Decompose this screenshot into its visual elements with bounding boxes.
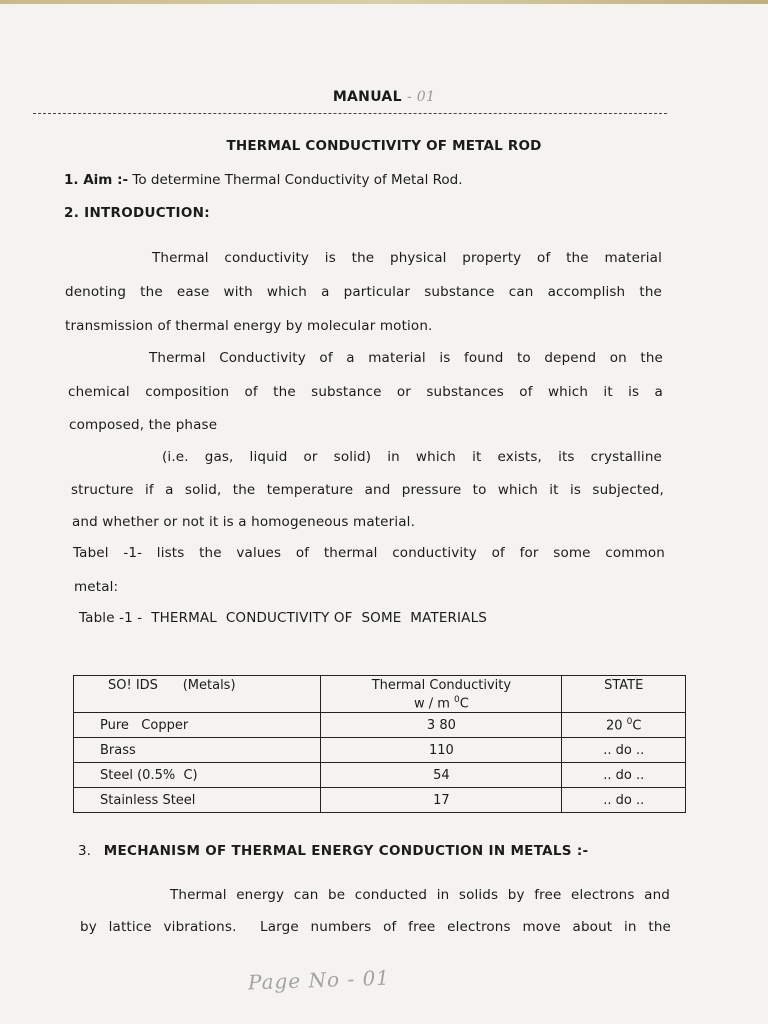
intro-line-11: metal: [74, 579, 119, 595]
cell-conductivity: 110 [321, 738, 562, 763]
table-row [74, 738, 686, 763]
intro-line-2: denoting the ease with which a particular substance can accomplish the [65, 284, 662, 300]
aim-label: 1. Aim :- [64, 172, 129, 188]
intro-line-1: Thermal conductivity is the physical property of the material [152, 250, 662, 266]
aim-text: To determine Thermal Conductivity of Metal Rod. [132, 172, 463, 188]
section-3-line-2: by lattice vibrations. Large numbers of free electrons move about in the [80, 919, 671, 935]
table-header-row [74, 676, 686, 713]
manual-header [0, 89, 768, 105]
cell-material: Stainless Steel [74, 788, 321, 813]
handwritten-page-number: Page No - 01 [247, 965, 391, 995]
manual-handwritten-number: - 01 [406, 89, 436, 105]
section-3-number: 3. [78, 843, 91, 859]
header-solids: SO! IDS (Metals) [74, 676, 321, 713]
manual-title: MANUAL [332, 89, 402, 105]
intro-line-7: (i.e. gas, liquid or solid) in which it exists, its crystalline [162, 449, 662, 465]
header-thermal-conductivity: Thermal Conductivity w / m $^0$C [321, 676, 562, 713]
cell-conductivity: 3 80 [321, 713, 562, 738]
cell-state: .. do .. [562, 763, 686, 788]
cell-state: 20 $^0$C [562, 713, 686, 738]
thermal-conductivity-table [73, 675, 686, 813]
aim-line [64, 172, 463, 188]
intro-line-10: Tabel -1- lists the values of thermal conductivity of for some common [73, 545, 665, 561]
table-row [74, 763, 686, 788]
table-caption: Table -1 - THERMAL CONDUCTIVITY OF SOME MATERIALS [79, 610, 487, 626]
table-row [74, 788, 686, 813]
intro-line-9: and whether or not it is a homogeneous material. [72, 514, 416, 530]
cell-state: .. do .. [562, 738, 686, 763]
intro-line-3: transmission of thermal energy by molecular motion. [65, 318, 433, 334]
section-3-title: MECHANISM OF THERMAL ENERGY CONDUCTION IN METALS :- [103, 843, 589, 859]
page-top-edge [0, 0, 768, 4]
cell-material: Pure Copper [74, 713, 321, 738]
cell-material: Brass [74, 738, 321, 763]
cell-conductivity: 54 [321, 763, 562, 788]
dashed-divider [33, 113, 667, 114]
cell-conductivity: 17 [321, 788, 562, 813]
section-3-line-1: Thermal energy can be conducted in solids by free electrons and [170, 887, 670, 903]
intro-line-8: structure if a solid, the temperature and pressure to which it is subjected, [71, 482, 664, 498]
document-title: THERMAL CONDUCTIVITY OF METAL ROD [226, 138, 542, 154]
cell-material: Steel (0.5% C) [74, 763, 321, 788]
table-row [74, 713, 686, 738]
intro-line-6: composed, the phase [69, 417, 218, 433]
section-3-heading [78, 843, 588, 859]
intro-line-4: Thermal Conductivity of a material is found to depend on the [149, 350, 663, 366]
intro-line-5: chemical composition of the substance or substances of which it is a [68, 384, 663, 400]
header-state: STATE [562, 676, 686, 713]
cell-state: .. do .. [562, 788, 686, 813]
introduction-heading: 2. INTRODUCTION: [64, 205, 210, 221]
